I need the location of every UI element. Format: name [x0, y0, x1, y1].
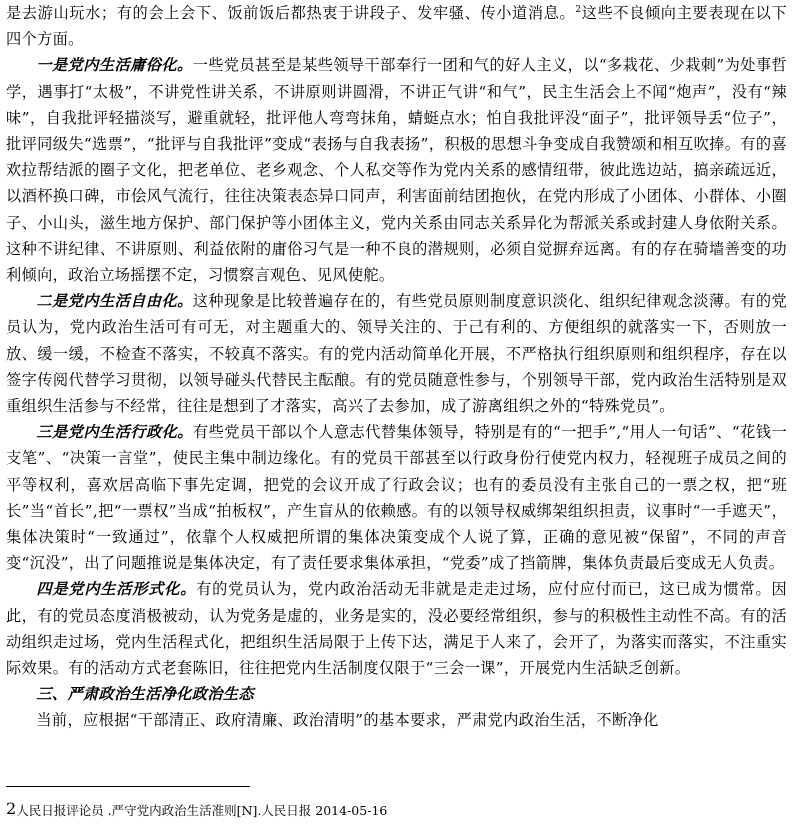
paragraph-3-text: 有些党员干部以个人意志代替集体领导，特别是有的“一把手”,“用人一句话”、“花钱一支笔”、“决策一言堂”，使民主集中制边缘化。有的党员干部甚至以行政身份行使党内权力，轻视班子成员之间的平等权利，喜欢居高临下事先定调，把党的会议开成了行政会议；也有的委员没有主张自己的一票之权，把“班长”当“首长”,把“一票权”当成“拍板权”，产生盲从的依赖感。有的以领导权威绑架组织担责，议事时“一手遮天”，集体决策时“一致通过”，依靠个人权威把所谓的集体决策变成个人说了算，正确的意见被“保留”，不同的声音变“沉没”，出了问题推说是集体决定，有了责任要求集体承担，“党委”成了挡箭牌，集体负责最后变成无人负责。: [6, 423, 788, 573]
section-heading: 三、严肃政治生活净化政治生态: [36, 685, 254, 704]
paragraph-3: [6, 419, 787, 576]
footnote: [6, 800, 787, 820]
paragraph-1: [6, 52, 787, 288]
intro-text: 是去游山玩水；有的会上会下、饭前饭后都热衷于讲段子、发牢骚、传小道消息。: [6, 4, 576, 22]
paragraph-1-text: 一些党员甚至是某些领导干部奉行一团和气的好人主义，以“多栽花、少栽刺”为处事哲学，遇事打“太极”，不讲党性讲关系，不讲原则讲圆滑，不讲正气讲“和气”，民主生活会上不闻“炮声”，没有“辣味”，自我批评轻描淡写，避重就轻，批评他人弯弯抹角，蜻蜓点水；怕自我批评没“面子”，批评领导丢“位子”，批评同级失“选票”，“批评与自我批评”变成“表扬与自我表扬”，积极的思想斗争变成自我赞颂和相互吹捧。有的喜欢拉帮结派的圈子文化，把老单位、老乡观念、个人私交等作为党内关系的感情纽带，彼此选边站，搞亲疏远近，以酒杯换口碑，市侩风气流行，往往决策表态异口同声，利害面前结团抱伙，在党内形成了小团体、小群体、小圈子、小山头，滋生地方保护、部门保护等小团体主义，党内关系由同志关系异化为帮派关系或封建人身依附关系。这种不讲纪律、不讲原则、利益依附的庸俗习气是一种不良的潜规则，必须自觉摒弃远离。有的存在骑墙善变的功利倾向，政治立场摇摆不定，习惯察言观色、见风使舵。: [6, 56, 787, 285]
paragraph-2-text: 这种现象是比较普遍存在的，有些党员原则制度意识淡化、组织纪律观念淡薄。有的党员认为，党内政治生活可有可无，对主题重大的、领导关注的、于己有利的、方便组织的就落实一下，否则放一放、缓一缓，不检查不落实，不较真不落实。有的党内活动简单化开展，不严格执行组织原则和组织程序，存在以签字传阅代替学习贯彻，以领导碰头代替民主酝酿。有的党员随意性参与，个别领导干部，党内政治生活特别是双重组织生活参与不经常，往往是想到了才落实，高兴了去参加，成了游离组织之外的“特殊党员”。: [6, 292, 787, 416]
paragraph-3-lead: 三是党内生活行政化。: [36, 423, 193, 442]
footnote-divider: [6, 786, 250, 787]
footnote-number: 2: [6, 799, 17, 818]
footnote-text: 人民日报评论员 .严守党内政治生活准则[N].人民日报 2014-05-16: [16, 803, 388, 818]
closing-paragraph: 当前，应根据“干部清正、政府清廉、政治清明”的基本要求，严肃党内政治生活，不断净化: [36, 711, 659, 730]
intro-paragraph: [6, 0, 787, 52]
paragraph-4: [6, 576, 787, 681]
paragraph-2: [6, 288, 787, 419]
footnote-ref[interactable]: 2: [575, 5, 582, 15]
intro-tail: 这些不良倾向主要表现在以下四个方面。: [6, 4, 787, 49]
paragraph-2-lead: 二是党内生活自由化。: [36, 292, 193, 311]
paragraph-4-lead: 四是党内生活形式化。: [36, 580, 197, 599]
paragraph-4-text: 有的党员认为，党内政治活动无非就是走走过场，应付应付而已，这已成为惯常。因此，有的党员态度消极被动，认为党务是虚的，业务是实的，没必要经常组织，参与的积极性主动性不高。有的活动组织走过场，党内生活程式化，把组织生活局限于上传下达，满足于人来了，会开了，为落实而落实，不注重实际效果。有的活动方式老套陈旧，往往把党内生活制度仅限于“三会一课”，开展党内生活缺乏创新。: [6, 580, 788, 678]
document-body: [6, 0, 787, 734]
paragraph-1-lead: 一是党内生活庸俗化。: [36, 56, 193, 75]
